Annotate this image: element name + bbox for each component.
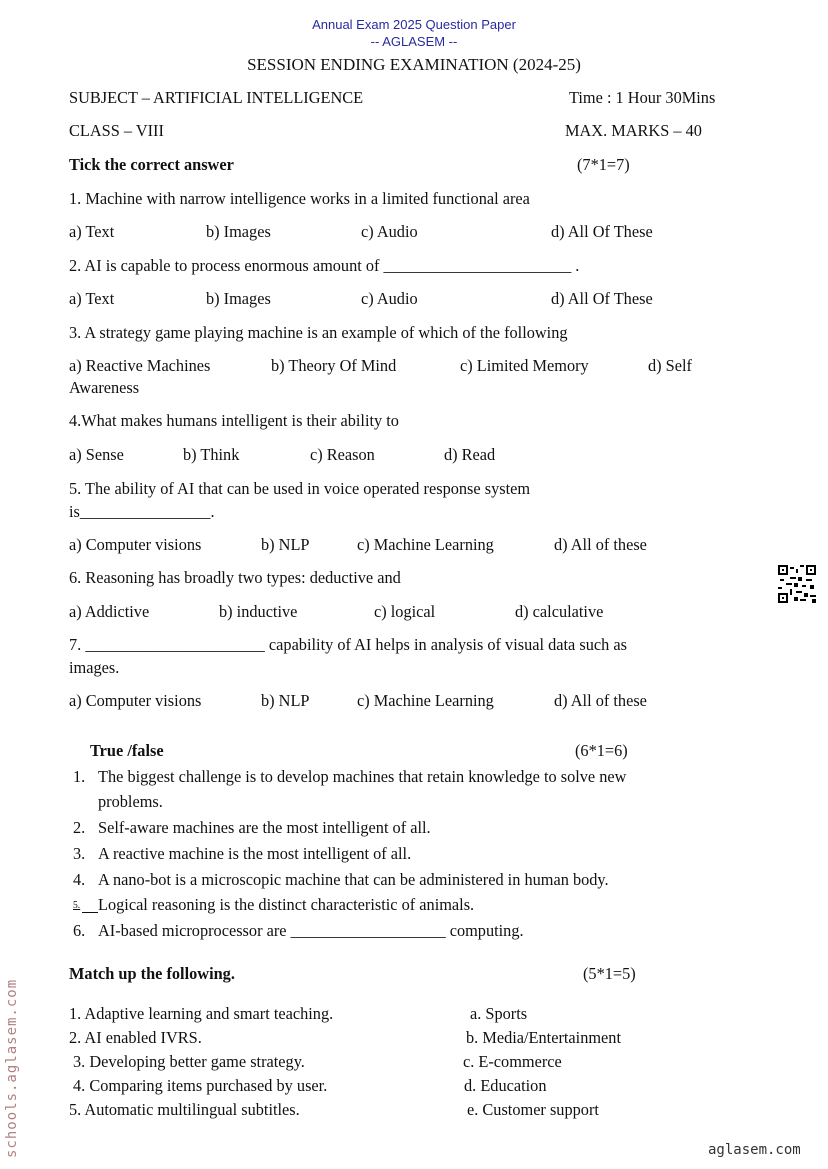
option: d) All Of These (551, 222, 653, 241)
match-marks: (5*1=5) (583, 964, 636, 983)
option: a) Computer visions (69, 691, 202, 710)
option: d) All Of These (551, 289, 653, 308)
question-cont: images. (69, 658, 120, 677)
option: a) Text (69, 289, 115, 308)
paper-source: -- AGLASEM -- (370, 34, 458, 49)
question: 7. ______________________ capability of AI helps in analysis of visual data such as (69, 635, 627, 654)
question: 1. Machine with narrow intelligence works in a limited functional area (69, 189, 530, 208)
qr-code-icon (778, 565, 816, 603)
option: b) NLP (261, 535, 310, 554)
true-false-marks: (6*1=6) (575, 741, 628, 760)
option: d) All of these (554, 691, 647, 710)
option-wrap: Awareness (69, 378, 140, 397)
option: b) inductive (219, 602, 298, 621)
option: b) Images (206, 289, 271, 308)
option: b) Theory Of Mind (271, 356, 397, 375)
match-right-item: e. Customer support (467, 1100, 599, 1119)
option: c) Machine Learning (357, 535, 494, 554)
underline (82, 912, 98, 913)
item-number: 4. (73, 870, 86, 889)
max-marks: MAX. MARKS – 40 (565, 121, 702, 140)
statement: Logical reasoning is the distinct characteristic of animals. (98, 895, 475, 914)
option: a) Text (69, 222, 115, 241)
footer-site: aglasem.com (708, 1142, 801, 1158)
question-cont: is________________. (69, 502, 215, 521)
option: c) Machine Learning (357, 691, 494, 710)
question: 5. The ability of AI that can be used in voice operated response system (69, 479, 531, 498)
option: a) Addictive (69, 602, 150, 621)
match-right-item: c. E-commerce (463, 1052, 562, 1071)
option: b) NLP (261, 691, 310, 710)
watermark: schools.aglasem.com (4, 978, 20, 1158)
paper-header: Annual Exam 2025 Question Paper (312, 17, 516, 32)
statement: The biggest challenge is to develop machines that retain knowledge to solve new (98, 767, 627, 786)
match-left-item: 3. Developing better game strategy. (73, 1052, 305, 1071)
option: a) Computer visions (69, 535, 202, 554)
item-number: 6. (73, 921, 86, 940)
match-right-item: a. Sports (470, 1004, 528, 1023)
item-number: 5. (73, 900, 81, 911)
statement: Self-aware machines are the most intelligent of all. (98, 818, 431, 837)
mcq-heading: Tick the correct answer (69, 155, 234, 174)
question: 6. Reasoning has broadly two types: deductive and (69, 568, 401, 587)
true-false-heading: True /false (90, 741, 164, 760)
option: c) Audio (361, 222, 418, 241)
item-number: 1. (73, 767, 86, 786)
exam-title: SESSION ENDING EXAMINATION (2024-25) (247, 55, 581, 74)
class: CLASS – VIII (69, 121, 164, 140)
match-right-item: d. Education (464, 1076, 547, 1095)
option: a) Sense (69, 445, 124, 464)
statement: AI-based microprocessor are ___________________ computing. (98, 921, 524, 940)
option: d) calculative (515, 602, 604, 621)
subject: SUBJECT – ARTIFICIAL INTELLIGENCE (69, 88, 364, 107)
option: c) logical (374, 602, 436, 621)
match-left-item: 1. Adaptive learning and smart teaching. (69, 1004, 334, 1023)
option: b) Think (183, 445, 240, 464)
statement-cont: problems. (98, 792, 163, 811)
question: 2. AI is capable to process enormous amount of _______________________ . (69, 256, 580, 275)
mcq-marks: (7*1=7) (577, 155, 630, 174)
item-number: 3. (73, 844, 86, 863)
match-right-item: b. Media/Entertainment (466, 1028, 621, 1047)
time: Time : 1 Hour 30Mins (569, 88, 716, 107)
match-left-item: 5. Automatic multilingual subtitles. (69, 1100, 300, 1119)
option: c) Limited Memory (460, 356, 589, 375)
match-left-item: 2. AI enabled IVRS. (69, 1028, 202, 1047)
statement: A reactive machine is the most intelligent of all. (98, 844, 412, 863)
option: d) Self (648, 356, 692, 375)
question: 3. A strategy game playing machine is an example of which of the following (69, 323, 568, 342)
option: a) Reactive Machines (69, 356, 211, 375)
item-number: 2. (73, 818, 86, 837)
match-left-item: 4. Comparing items purchased by user. (73, 1076, 328, 1095)
statement: A nano-bot is a microscopic machine that can be administered in human body. (98, 870, 609, 889)
option: c) Reason (310, 445, 375, 464)
option: b) Images (206, 222, 271, 241)
option: c) Audio (361, 289, 418, 308)
option: d) Read (444, 445, 496, 464)
question: 4.What makes humans intelligent is their ability to (69, 411, 399, 430)
option: d) All of these (554, 535, 647, 554)
match-heading: Match up the following. (69, 964, 235, 983)
